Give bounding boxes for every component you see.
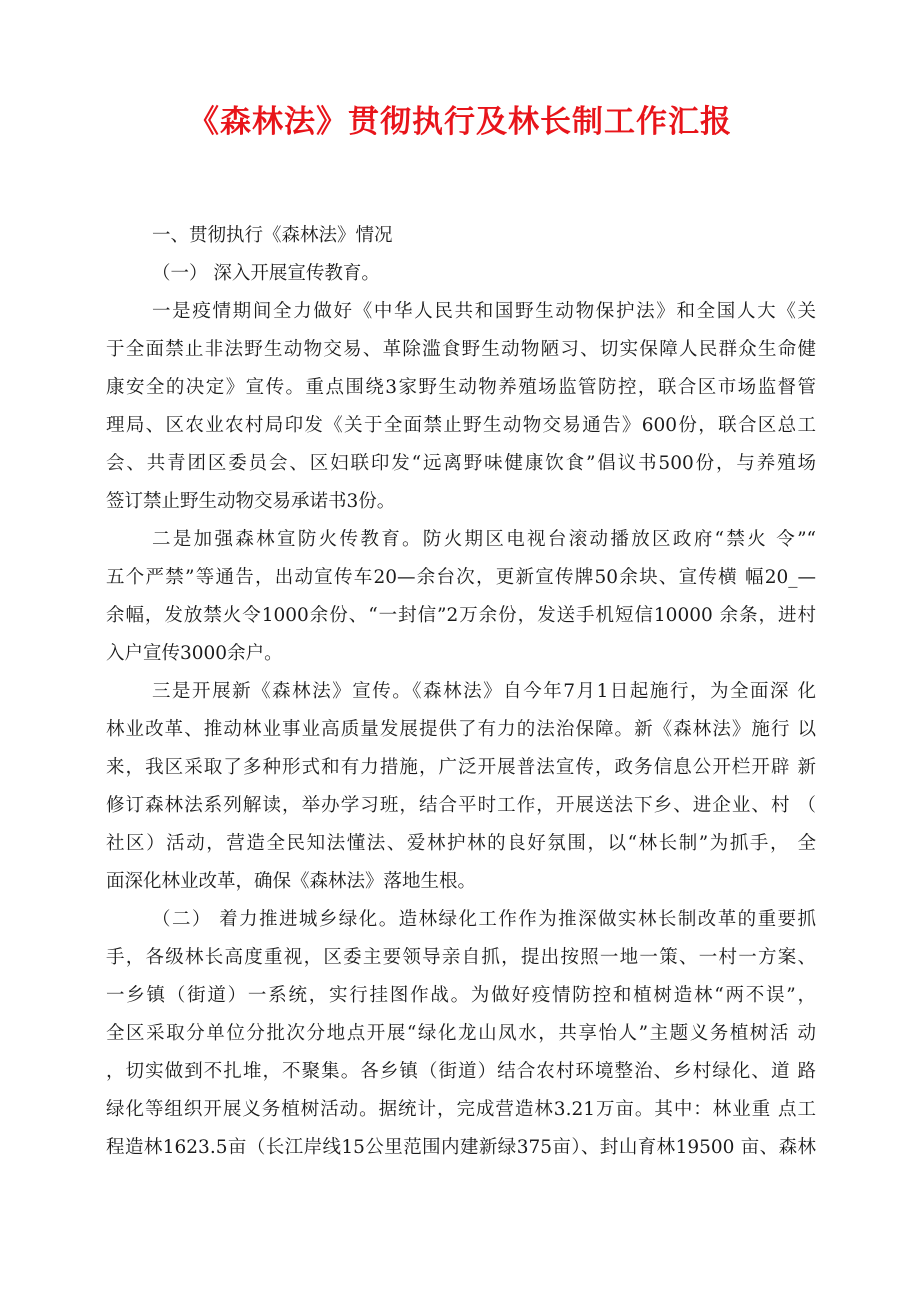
paragraph-line: 林业改革、推动林业事业高质量发展提供了有力的法治保障。新《森林法》施行 以	[106, 719, 816, 740]
paragraph-line: 五个严禁”等通告，出动宣传车20—余台次，更新宣传牌50余块、宣传横 幅20_—	[106, 567, 816, 588]
paragraph-line: 理局、区农业农村局印发《关于全面禁止野生动物交易通告》600份，联合区总工	[106, 415, 816, 436]
paragraph-line: 二是加强森林宣防火传教育。防火期区电视台滚动播放区政府“禁火 令”“	[152, 529, 816, 550]
paragraph-line: 社区）活动，营造全民知法懂法、爱林护林的良好氛围，以“林长制”为抓手， 全	[106, 833, 816, 854]
paragraph-line: ，切实做到不扎堆，不聚集。各乡镇（街道）结合农村环境整治、乡村绿化、道 路	[106, 1061, 816, 1082]
document-body	[106, 217, 816, 1167]
section-heading: 一、贯彻执行《森林法》情况	[152, 225, 393, 246]
paragraph-line: 面深化林业改革，确保《森林法》落地生根。	[106, 871, 477, 892]
document-title: 《森林法》贯彻执行及林长制工作汇报	[188, 104, 732, 140]
paragraph-line: 三是开展新《森林法》宣传。《森林法》自今年7月1日起施行，为全面深 化	[152, 681, 816, 702]
paragraph-line: 程造林1623.5亩（长江岸线15公里范围内建新绿375亩）、封山育林19500 亩、森林	[106, 1137, 816, 1158]
paragraph-line: 绿化等组织开展义务植树活动。据统计，完成营造林3.21万亩。其中：林业重 点工	[106, 1099, 816, 1120]
paragraph-line: 入户宣传3000余户。	[106, 643, 283, 664]
paragraph-line: 修订森林法系列解读，举办学习班，结合平时工作，开展送法下乡、进企业、村 （	[106, 795, 816, 816]
section-heading: （一） 深入开展宣传教育。	[152, 263, 380, 284]
paragraph-line: 康安全的决定》宣传。重点围绕3家野生动物养殖场监管防控，联合区市场监督管	[106, 377, 816, 398]
paragraph-line: 来，我区采取了多种形式和有力措施，广泛开展普法宣传，政务信息公开栏开辟 新	[106, 757, 816, 778]
paragraph-line: 一乡镇（街道）一系统，实行挂图作战。为做好疫情防控和植树造林“两不误”，	[106, 985, 816, 1006]
paragraph-line: 会、共青团区委员会、区妇联印发“远离野味健康饮食”倡议书500份，与养殖场	[106, 453, 816, 474]
paragraph-line: 签订禁止野生动物交易承诺书3份。	[106, 491, 396, 512]
paragraph-line: （二） 着力推进城乡绿化。造林绿化工作作为推深做实林长制改革的重要抓	[152, 909, 816, 930]
paragraph-line: 手，各级林长高度重视，区委主要领导亲自抓，提出按照一地一策、一村一方案、	[106, 947, 816, 968]
paragraph-line: 一是疫情期间全力做好《中华人民共和国野生动物保护法》和全国人大《关	[152, 301, 816, 322]
paragraph-line: 余幅，发放禁火令1000余份、“一封信”2万余份，发送手机短信10000 余条，进村	[106, 605, 816, 626]
paragraph-line: 于全面禁止非法野生动物交易、革除滥食野生动物陋习、切实保障人民群众生命健	[106, 339, 816, 360]
paragraph-line: 全区采取分单位分批次分地点开展“绿化龙山凤水，共享怡人”主题义务植树活 动	[106, 1023, 816, 1044]
